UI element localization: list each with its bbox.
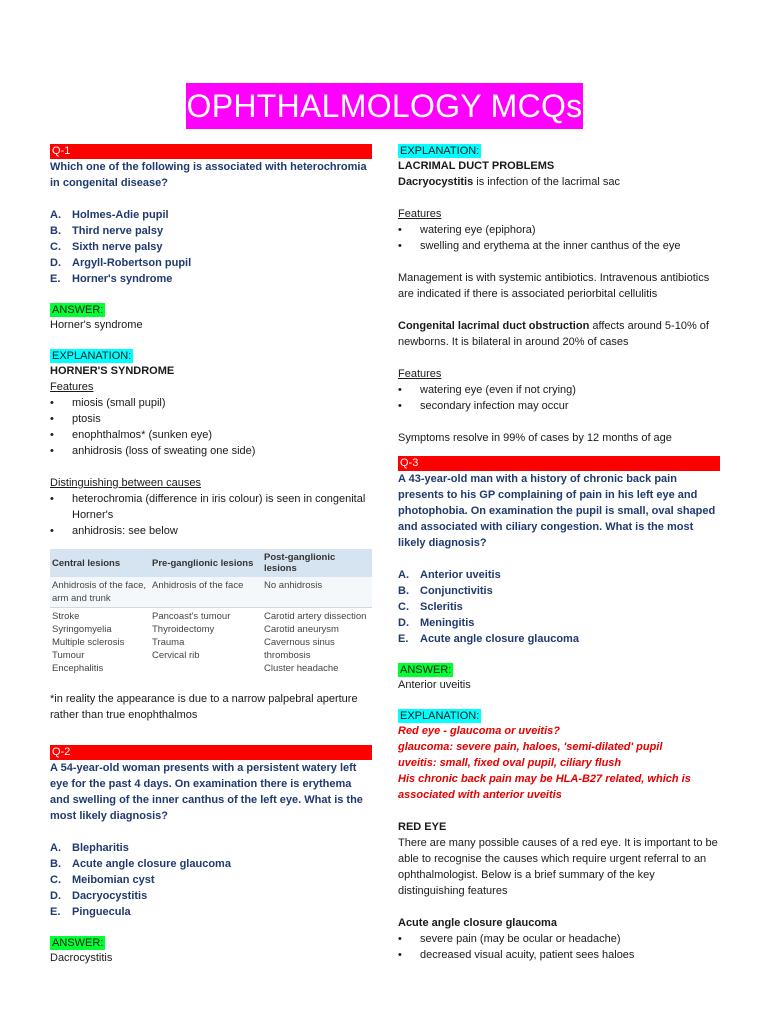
option-text: Acute angle closure glaucoma (72, 858, 231, 870)
aacg-list (398, 931, 720, 963)
option-letter: B. (50, 225, 61, 237)
option-text: Acute angle closure glaucoma (420, 633, 579, 645)
option-e[interactable] (50, 904, 372, 920)
option-a[interactable] (50, 840, 372, 856)
option-text: Meningitis (420, 617, 475, 629)
column-header: Pre-ganglionic lesions (150, 549, 262, 577)
option-b[interactable] (398, 583, 720, 599)
list-item: • ptosis (50, 413, 101, 425)
option-b[interactable] (50, 223, 372, 239)
answer-text: Dacrocystitis (50, 952, 113, 964)
column-header: Central lesions (50, 549, 150, 577)
option-letter: A. (398, 569, 409, 581)
table-row (50, 608, 372, 678)
options-q3 (398, 567, 720, 647)
red-note: Red eye - glaucoma or uveitis? (398, 725, 560, 737)
table-cell: Anhidrosis of the face (150, 577, 262, 608)
option-letter: D. (50, 890, 61, 902)
option-letter: E. (50, 273, 61, 285)
option-letter: B. (50, 858, 61, 870)
option-d[interactable] (50, 888, 372, 904)
paragraph: There are many possible causes of a red eye. It is important to be able to recognise the causes which require urgent referral to an ophthalmologist. Below is a brief summary of the key distinguishing features (398, 837, 718, 897)
option-text: Horner's syndrome (72, 273, 173, 285)
option-a[interactable] (50, 207, 372, 223)
answer-text: Horner's syndrome (50, 319, 143, 331)
option-text: Argyll-Robertson pupil (72, 257, 192, 269)
section-heading: HORNER'S SYNDROME (50, 365, 175, 377)
answer-label: ANSWER: (52, 937, 104, 949)
table-header (50, 549, 372, 577)
left-column (50, 144, 372, 966)
section-heading: Acute angle closure glaucoma (398, 917, 557, 929)
right-column (398, 144, 720, 963)
paragraph: Dacryocystitis is infection of the lacrimal sac (398, 176, 620, 188)
column-header: Post-ganglionic lesions (262, 549, 372, 577)
question-label-q1: Q-1 (50, 144, 372, 159)
section-heading: RED EYE (398, 821, 447, 833)
table-cell: Anhidrosis of the face, arm and trunk (50, 577, 150, 608)
table-cell: Pancoast's tumour Thyroidectomy Trauma Cervical rib (152, 611, 231, 661)
list-item: • secondary infection may occur (398, 400, 569, 412)
table-cell: No anhidrosis (262, 577, 372, 608)
option-text: Third nerve palsy (72, 225, 164, 237)
distinguishing-list (50, 491, 372, 539)
option-e[interactable] (50, 271, 372, 287)
option-b[interactable] (50, 856, 372, 872)
option-letter: C. (50, 241, 61, 253)
table-cell: Carotid artery dissection Carotid aneurysm Cavernous sinus thrombosis Cluster headache (264, 611, 367, 674)
question-text-q2: A 54-year-old woman presents with a persistent watery left eye for the past 4 days. On examination there is erythema and swelling of the inner canthus of the left eye. What is the most likely diagnosis? (50, 762, 363, 822)
option-text: Conjunctivitis (420, 585, 493, 597)
option-text: Meibomian cyst (72, 874, 155, 886)
question-text-q3: A 43-year-old man with a history of chronic back pain presents to his GP complaining of pain in his left eye and photophobia. On examination the pupil is small, oval shaped and associated with ciliary congestion. What is the most likely diagnosis? (398, 473, 716, 549)
features-list (398, 382, 720, 414)
option-text: Holmes-Adie pupil (72, 209, 169, 221)
table-row (50, 577, 372, 608)
features-list (398, 222, 720, 254)
answer-label: ANSWER: (400, 664, 452, 676)
option-text: Scleritis (420, 601, 463, 613)
option-text: Dacryocystitis (72, 890, 148, 902)
explanation-label: EXPLANATION: (400, 710, 480, 722)
explanation-label: EXPLANATION: (52, 350, 132, 362)
list-item: • watering eye (even if not crying) (398, 384, 576, 396)
option-letter: A. (50, 842, 61, 854)
option-letter: B. (398, 585, 409, 597)
option-letter: E. (50, 906, 61, 918)
red-note: glaucoma: severe pain, haloes, 'semi-dilated' pupil (398, 741, 663, 753)
features-label: Features (50, 381, 94, 393)
option-letter: C. (50, 874, 61, 886)
list-item: • swelling and erythema at the inner canthus of the eye (398, 240, 681, 252)
option-c[interactable] (50, 872, 372, 888)
paragraph: Congenital lacrimal duct obstruction affects around 5-10% of newborns. It is bilateral in around 20% of cases (398, 320, 709, 348)
option-text: Pinguecula (72, 906, 131, 918)
option-e[interactable] (398, 631, 720, 647)
list-item: • heterochromia (difference in iris colour) is seen in congenital Horner's (50, 493, 366, 521)
answer-label: ANSWER: (52, 304, 104, 316)
option-letter: D. (50, 257, 61, 269)
list-item: • anhidrosis (loss of sweating one side) (50, 445, 256, 457)
distinguishing-label: Distinguishing between causes (50, 477, 202, 489)
option-letter: D. (398, 617, 409, 629)
list-item: • decreased visual acuity, patient sees haloes (398, 949, 635, 961)
section-heading: LACRIMAL DUCT PROBLEMS (398, 160, 555, 172)
option-text: Blepharitis (72, 842, 129, 854)
options-q1 (50, 207, 372, 287)
option-letter: E. (398, 633, 409, 645)
footnote: *in reality the appearance is due to a narrow palpebral aperture rather than true enophthalmos (50, 693, 358, 721)
features-label: Features (398, 208, 442, 220)
page-title: OPHTHALMOLOGY MCQs (186, 83, 583, 129)
option-text: Anterior uveitis (420, 569, 501, 581)
option-d[interactable] (50, 255, 372, 271)
red-note: uveitis: small, fixed oval pupil, ciliary flush (398, 757, 622, 769)
list-item: • severe pain (may be ocular or headache) (398, 933, 621, 945)
question-label-q2: Q-2 (50, 745, 372, 760)
option-c[interactable] (398, 599, 720, 615)
option-letter: C. (398, 601, 409, 613)
features-label: Features (398, 368, 442, 380)
options-q2 (50, 840, 372, 920)
option-a[interactable] (398, 567, 720, 583)
lesions-table (50, 549, 372, 677)
table-cell: Stroke Syringomyelia Multiple sclerosis Tumour Encephalitis (52, 611, 125, 674)
red-note: His chronic back pain may be HLA-B27 related, which is associated with anterior uveitis (398, 773, 691, 801)
option-c[interactable] (50, 239, 372, 255)
list-item: • watering eye (epiphora) (398, 224, 536, 236)
paragraph: Symptoms resolve in 99% of cases by 12 months of age (398, 432, 672, 444)
paragraph: Management is with systemic antibiotics. Intravenous antibiotics are indicated if there is associated periorbital cellulitis (398, 272, 710, 300)
explanation-label: EXPLANATION: (400, 145, 480, 157)
option-text: Sixth nerve palsy (72, 241, 163, 253)
list-item: • miosis (small pupil) (50, 397, 166, 409)
question-label-q3: Q-3 (398, 456, 720, 471)
option-d[interactable] (398, 615, 720, 631)
features-list (50, 395, 372, 459)
option-letter: A. (50, 209, 61, 221)
question-text-q1: Which one of the following is associated with heterochromia in congenital disease? (50, 161, 367, 189)
answer-text: Anterior uveitis (398, 679, 471, 691)
list-item: • anhidrosis: see below (50, 525, 178, 537)
list-item: • enophthalmos* (sunken eye) (50, 429, 213, 441)
